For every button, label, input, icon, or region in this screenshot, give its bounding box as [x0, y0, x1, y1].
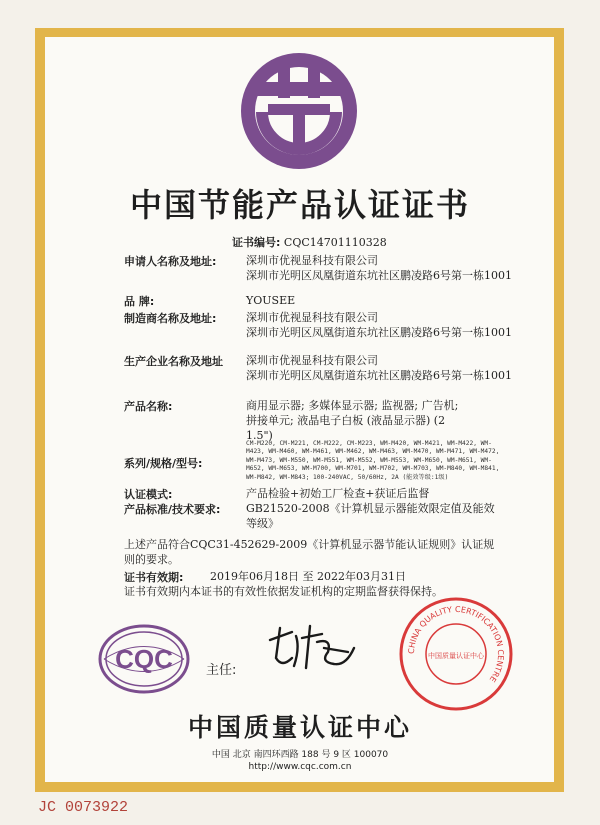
manufacturer-label: 制造商名称及地址:	[124, 312, 217, 325]
conformity-line2: 则的要求。	[124, 553, 179, 566]
issuer-name: 中国质量认证中心	[187, 713, 412, 742]
product-name-line3: 1.5")	[246, 429, 273, 442]
brand-value: YOUSEE	[246, 294, 296, 307]
applicant-address: 深圳市光明区凤凰街道东坑社区鹏凌路6号第一栋1001	[246, 269, 512, 282]
svg-text:CHINA QUALITY CERTIFICATION CE: CHINA QUALITY CERTIFICATION CENTRE	[406, 604, 506, 684]
energy-saving-logo-icon	[240, 52, 358, 170]
standard-line1: GB21520-2008《计算机显示器能效限定值及能效	[246, 502, 495, 515]
svg-text:中国质量认证中心: 中国质量认证中心	[428, 652, 484, 660]
conformity-line1: 上述产品符合CQC31-452629-2009《计算机显示器节能认证规则》认证规	[124, 538, 495, 551]
validity-label: 证书有效期:	[124, 571, 184, 584]
manufacturer-name: 深圳市优视显科技有限公司	[246, 311, 378, 324]
product-name-line2: 拼接单元; 液晶电子白板 (液晶显示器) (2	[246, 414, 446, 427]
factory-label: 生产企业名称及地址	[124, 355, 223, 368]
issuer-website: http://www.cqc.com.cn	[248, 762, 352, 772]
cqc-logo-icon	[98, 624, 190, 694]
supervision-note: 证书有效期内本证书的有效性依据发证机构的定期监督获得保持。	[124, 585, 443, 598]
certificate-title: 中国节能产品认证证书	[129, 186, 470, 224]
director-label: 主任:	[206, 663, 237, 678]
standard-line2: 等级》	[246, 517, 279, 530]
standard-label: 产品标准/技术要求:	[124, 503, 221, 516]
model-label: 系列/规格/型号:	[124, 457, 203, 470]
certificate-number: 证书编号: CQC14701110328	[232, 236, 387, 249]
applicant-label: 申请人名称及地址:	[124, 255, 217, 268]
product-name-label: 产品名称:	[124, 400, 173, 413]
validity-value: 2019年06月18日 至 2022年03月31日	[210, 570, 406, 583]
issuer-address: 中国 北京 南四环西路 188 号 9 区 100070	[211, 750, 389, 760]
model-list: CM-M220, CM-M221, CM-M222, CM-M223, WM-M420, WM-M421, WM-M422, WM-M423, WM-M460, WM-M461, WM-M462, WM-M463, WM-M470, WM-M471, WM-M472, WM-M473, WM-M550, WM-M551, WM-M552, WM-M553, WM-M650, WM-M651, WM-M652, WM-M653, WM-M700, WM-M701, WM-M702, WM-M703, WM-M840, WM-M841, WM-M842, WM-M843; 100-240VAC, 50/60Hz, 2A (能效等级:1级)	[246, 440, 500, 481]
mode-label: 认证模式:	[124, 488, 173, 501]
applicant-name: 深圳市优视显科技有限公司	[246, 254, 378, 267]
product-name-line1: 商用显示器; 多媒体显示器; 监视器; 广告机;	[246, 399, 459, 412]
official-red-seal	[398, 596, 514, 712]
factory-name: 深圳市优视显科技有限公司	[246, 354, 378, 367]
director-signature	[262, 618, 362, 678]
factory-address: 深圳市光明区凤凰街道东坑社区鹏凌路6号第一栋1001	[246, 369, 512, 382]
brand-label: 品 牌:	[124, 295, 155, 308]
serial-number: JC 0073922	[38, 799, 129, 816]
svg-text:CQC: CQC	[115, 644, 173, 674]
manufacturer-address: 深圳市光明区凤凰街道东坑社区鹏凌路6号第一栋1001	[246, 326, 512, 339]
mode-value: 产品检验+初始工厂检查+获证后监督	[246, 487, 430, 500]
